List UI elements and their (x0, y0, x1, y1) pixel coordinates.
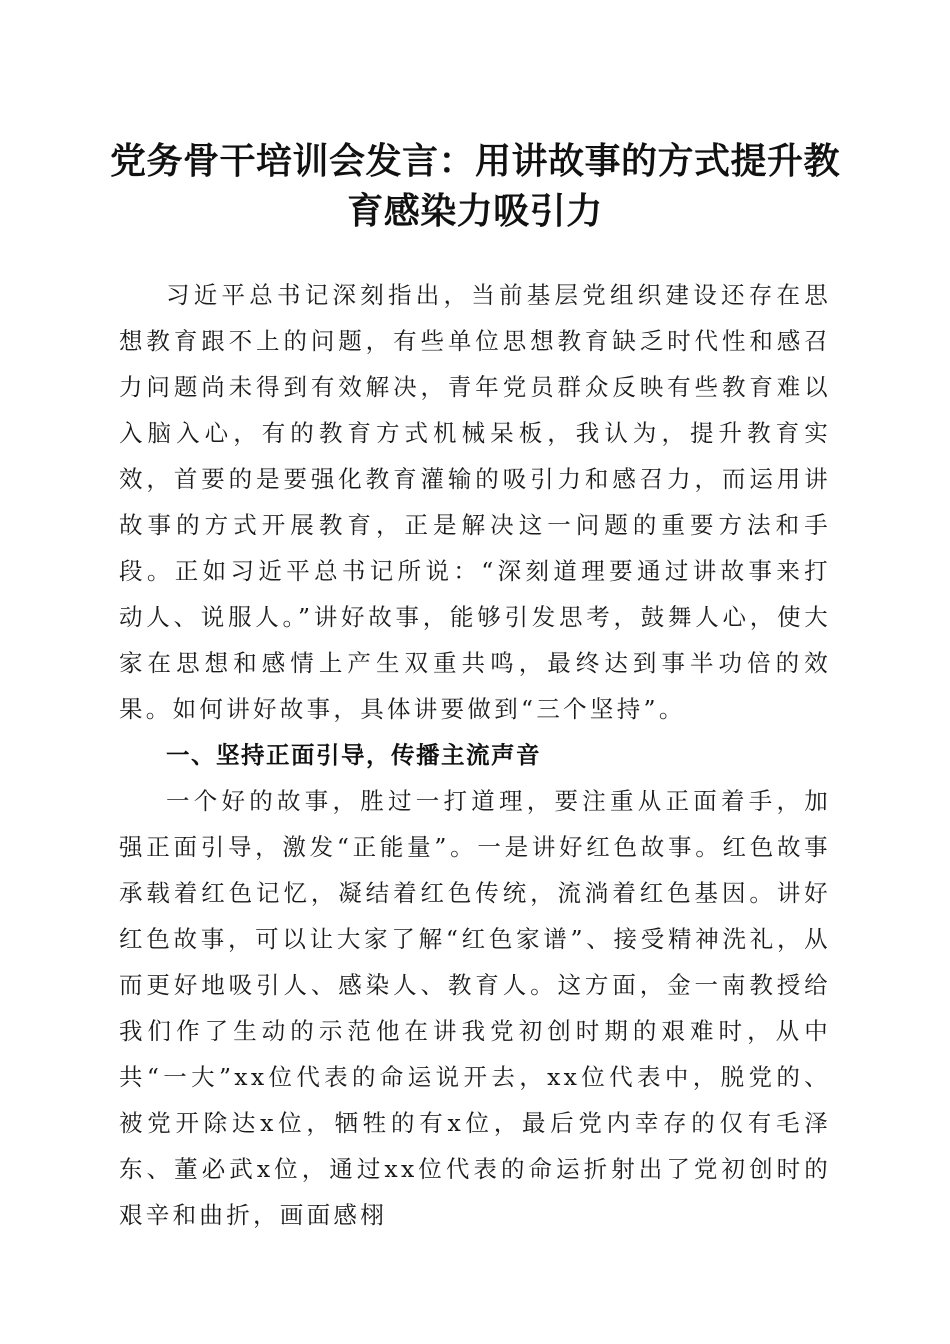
document-title: 党务骨干培训会发言：用讲故事的方式提升教育感染力吸引力 (110, 140, 841, 232)
intro-paragraph: 习近平总书记深刻指出，当前基层党组织建设还存在思想教育跟不上的问题，有些单位思想教育缺乏时代性和感召力问题尚未得到有效解决，青年党员群众反映有些教育难以入脑入心，有的教育方式机械呆板，我认为，提升教育实效，首要的是要强化教育灌输的吸引力和感召力，而运用讲故事的方式开展教育，正是解决这一问题的重要方法和手段。正如习近平总书记所说：“深刻道理要通过讲故事来打动人、说服人。”讲好故事，能够引发思考，鼓舞人心，使大家在思想和感情上产生双重共鸣，最终达到事半功倍的效果。如何讲好故事，具体讲要做到“三个坚持”。 (119, 281, 831, 723)
section-heading: 一、坚持正面引导，传播主流声音 (166, 741, 541, 769)
section-paragraph: 一个好的故事，胜过一打道理，要注重从正面着手，加强正面引导，激发“正能量”。一是讲好红色故事。红色故事承载着红色记忆，凝结着红色传统，流淌着红色基因。讲好红色故事，可以让大家了解“红色家谱”、接受精神洗礼，从而更好地吸引人、感染人、教育人。这方面，金一南教授给我们作了生动的示范他在讲我党初创时期的艰难时，从中共“一大”xx位代表的命运说开去，xx位代表中，脱党的、被党开除达x位，牺牲的有x位，最后党内幸存的仅有毛泽东、董必武x位，通过xx位代表的命运折射出了党初创时的艰辛和曲折，画面感栩 (119, 787, 831, 1229)
document-body (119, 272, 831, 1238)
